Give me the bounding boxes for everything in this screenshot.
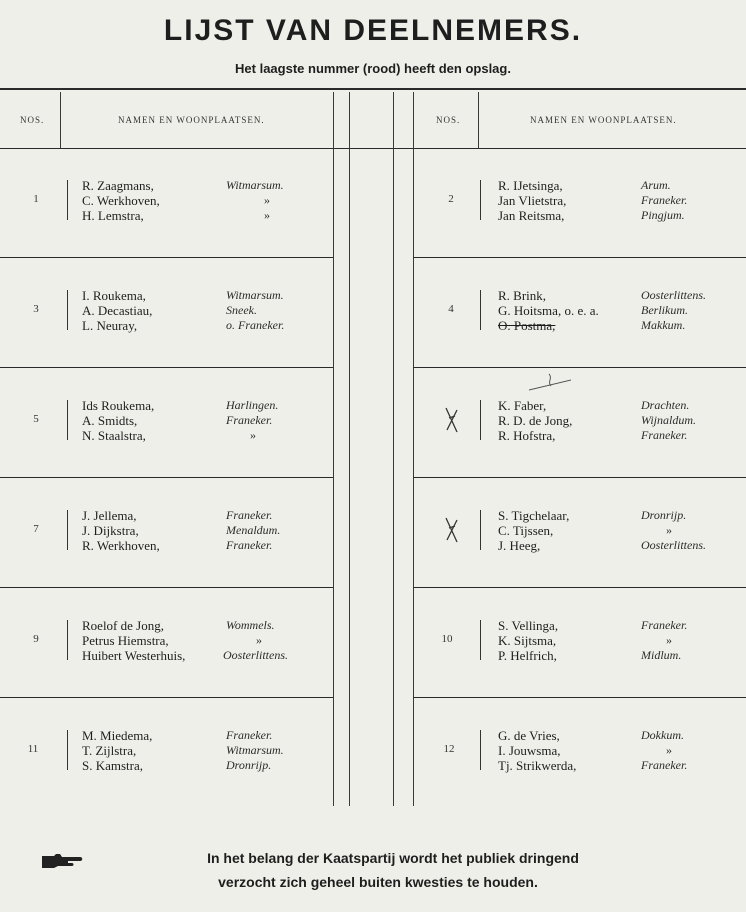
member-place: Berlikum. bbox=[641, 303, 688, 317]
team-brace bbox=[480, 510, 481, 550]
team-brace bbox=[480, 730, 481, 770]
member-name: Roelof de Jong, bbox=[82, 618, 164, 633]
team-entry-right-12 bbox=[413, 726, 746, 776]
member-place: Makkum. bbox=[641, 318, 686, 332]
team-entry-left-7 bbox=[0, 506, 333, 556]
table-bottom-rule bbox=[333, 806, 413, 807]
team-brace bbox=[67, 290, 68, 330]
member-place: Franeker. bbox=[641, 428, 688, 442]
team-brace bbox=[480, 180, 481, 220]
member-name: Jan Vlietstra, bbox=[498, 193, 567, 208]
member-place: » bbox=[666, 743, 672, 757]
member-name: K. Sijtsma, bbox=[498, 633, 557, 648]
member-name: J. Jellema, bbox=[82, 508, 137, 523]
member-place: Franeker. bbox=[641, 618, 688, 632]
member-place: Franeker. bbox=[226, 728, 273, 742]
right-nos-divider bbox=[478, 92, 479, 148]
member-name: J. Dijkstra, bbox=[82, 523, 139, 538]
member-name: T. Zijlstra, bbox=[82, 743, 137, 758]
team-brace bbox=[480, 620, 481, 660]
member-place: » bbox=[250, 428, 256, 442]
member-name: O. Postma, bbox=[498, 318, 556, 333]
team-entry-left-11 bbox=[0, 726, 333, 776]
page-subtitle: Het laagste nummer (rood) heeft den opslag. bbox=[235, 61, 511, 76]
member-place: Witmarsum. bbox=[226, 743, 284, 757]
row-separator bbox=[0, 587, 333, 588]
row-separator bbox=[0, 257, 333, 258]
member-place: Wijnaldum. bbox=[641, 413, 697, 427]
team-number: 12 bbox=[443, 743, 455, 755]
member-place: Dronrijp. bbox=[641, 508, 687, 522]
member-name: M. Miedema, bbox=[82, 728, 153, 743]
member-name: C. Werkhoven, bbox=[82, 193, 160, 208]
member-name: R. Hofstra, bbox=[498, 428, 556, 443]
team-number: 11 bbox=[27, 743, 39, 755]
center-rule-2 bbox=[349, 92, 350, 806]
handwritten-cross-mark bbox=[443, 404, 461, 436]
row-separator bbox=[413, 257, 746, 258]
member-place: Dronrijp. bbox=[226, 758, 272, 772]
member-place: Harlingen. bbox=[226, 398, 279, 412]
member-place: o. Franeker. bbox=[226, 318, 285, 332]
team-entry-left-5 bbox=[0, 396, 333, 446]
team-entry-right-6 bbox=[413, 396, 746, 446]
row-separator bbox=[413, 697, 746, 698]
member-place: Franeker. bbox=[641, 758, 688, 772]
member-name: J. Heeg, bbox=[498, 538, 541, 553]
handwritten-scribble bbox=[525, 370, 575, 394]
team-number: 9 bbox=[33, 633, 39, 645]
member-place: Franeker. bbox=[641, 193, 688, 207]
member-place: » bbox=[256, 633, 262, 647]
member-name: K. Faber, bbox=[498, 398, 547, 413]
team-entry-left-1 bbox=[0, 176, 333, 226]
member-place: Oosterlittens. bbox=[641, 288, 706, 302]
member-place: Dokkum. bbox=[641, 728, 684, 742]
member-name: Tj. Strikwerda, bbox=[498, 758, 577, 773]
header-bottom-rule bbox=[0, 148, 746, 149]
team-entry-left-3 bbox=[0, 286, 333, 336]
member-place: » bbox=[264, 208, 270, 222]
member-name: R. Zaagmans, bbox=[82, 178, 154, 193]
row-separator bbox=[0, 697, 333, 698]
footer-line-1: In het belang der Kaatspartij wordt het publiek dringend bbox=[207, 850, 579, 866]
member-name: P. Helfrich, bbox=[498, 648, 557, 663]
member-name: I. Jouwsma, bbox=[498, 743, 561, 758]
team-brace bbox=[67, 730, 68, 770]
team-number: 1 bbox=[33, 193, 39, 205]
team-entry-right-4 bbox=[413, 286, 746, 336]
center-rule-3 bbox=[393, 92, 394, 806]
row-separator bbox=[413, 587, 746, 588]
member-name: C. Tijssen, bbox=[498, 523, 554, 538]
member-place: » bbox=[666, 523, 672, 537]
row-separator bbox=[0, 367, 333, 368]
member-place: Franeker. bbox=[226, 538, 273, 552]
team-number: 10 bbox=[441, 633, 453, 645]
handwritten-cross-mark bbox=[443, 514, 461, 546]
team-number: 5 bbox=[33, 413, 39, 425]
member-place: Franeker. bbox=[226, 413, 273, 427]
member-name: G. Hoitsma, o. e. a. bbox=[498, 303, 599, 318]
row-separator bbox=[413, 477, 746, 478]
team-entry-right-2 bbox=[413, 176, 746, 226]
footer-line-2: verzocht zich geheel buiten kwesties te houden. bbox=[218, 874, 538, 890]
member-name: N. Staalstra, bbox=[82, 428, 146, 443]
team-brace bbox=[67, 400, 68, 440]
member-name: A. Decastiau, bbox=[82, 303, 153, 318]
member-place: Sneek. bbox=[226, 303, 257, 317]
member-place: Witmarsum. bbox=[226, 288, 284, 302]
member-name: L. Neuray, bbox=[82, 318, 138, 333]
row-separator bbox=[0, 477, 333, 478]
team-number: 3 bbox=[33, 303, 39, 315]
member-name: R. D. de Jong, bbox=[498, 413, 573, 428]
member-name: Jan Reitsma, bbox=[498, 208, 565, 223]
member-name: A. Smidts, bbox=[82, 413, 138, 428]
member-name: R. IJetsinga, bbox=[498, 178, 563, 193]
team-brace bbox=[67, 180, 68, 220]
member-name: S. Tigchelaar, bbox=[498, 508, 570, 523]
row-separator bbox=[413, 367, 746, 368]
left-nos-divider bbox=[60, 92, 61, 148]
team-entry-left-9 bbox=[0, 616, 333, 666]
team-brace bbox=[67, 510, 68, 550]
member-place: Oosterlittens. bbox=[223, 648, 288, 662]
member-place: Franeker. bbox=[226, 508, 273, 522]
member-name: S. Vellinga, bbox=[498, 618, 559, 633]
team-brace bbox=[480, 400, 481, 440]
member-place: Drachten. bbox=[641, 398, 690, 412]
member-name: R. Brink, bbox=[498, 288, 547, 303]
member-place: Wommels. bbox=[226, 618, 275, 632]
left-nos-header: NOS. bbox=[20, 115, 45, 125]
right-names-header: NAMEN EN WOONPLAATSEN. bbox=[530, 115, 677, 125]
member-place: Oosterlittens. bbox=[641, 538, 706, 552]
team-number: 4 bbox=[448, 303, 454, 315]
member-name: G. de Vries, bbox=[498, 728, 560, 743]
team-brace bbox=[480, 290, 481, 330]
member-place: Midlum. bbox=[641, 648, 682, 662]
member-place: Arum. bbox=[641, 178, 671, 192]
member-name: I. Roukema, bbox=[82, 288, 146, 303]
page-title: LIJST VAN DEELNEMERS. bbox=[163, 14, 583, 47]
member-name: Ids Roukema, bbox=[82, 398, 155, 413]
team-number: 2 bbox=[448, 193, 454, 205]
member-place: Menaldum. bbox=[226, 523, 281, 537]
top-rule bbox=[0, 88, 746, 90]
member-name: H. Lemstra, bbox=[82, 208, 144, 223]
left-names-header: NAMEN EN WOONPLAATSEN. bbox=[118, 115, 265, 125]
right-nos-header: NOS. bbox=[436, 115, 461, 125]
member-place: Pingjum. bbox=[641, 208, 685, 222]
member-name: R. Werkhoven, bbox=[82, 538, 160, 553]
member-name: Petrus Hiemstra, bbox=[82, 633, 169, 648]
team-entry-right-10 bbox=[413, 616, 746, 666]
member-place: » bbox=[666, 633, 672, 647]
center-rule-1 bbox=[333, 92, 334, 806]
team-number: 7 bbox=[33, 523, 39, 535]
member-name: S. Kamstra, bbox=[82, 758, 144, 773]
team-entry-right-8 bbox=[413, 506, 746, 556]
member-name: Huibert Westerhuis, bbox=[82, 648, 186, 663]
member-place: Witmarsum. bbox=[226, 178, 284, 192]
member-place: » bbox=[264, 193, 270, 207]
team-brace bbox=[67, 620, 68, 660]
